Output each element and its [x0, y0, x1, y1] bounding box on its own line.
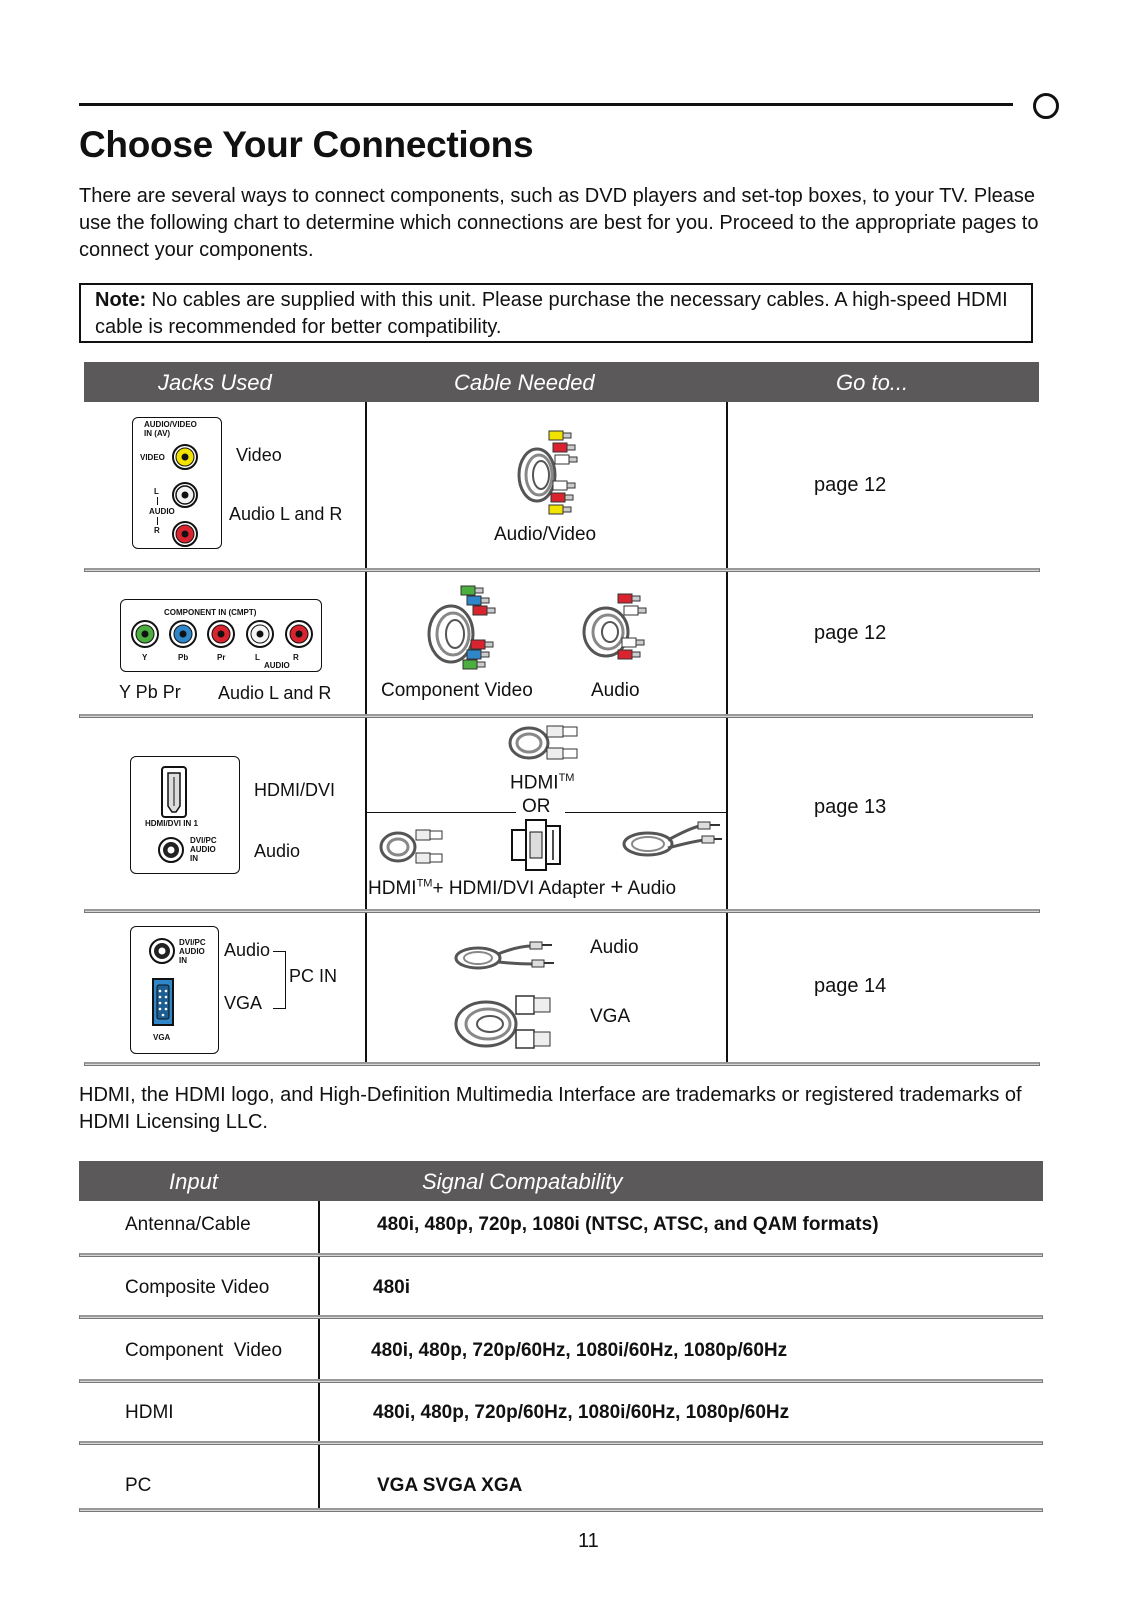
- note-box: [79, 283, 1033, 343]
- row-separator: [84, 1062, 1040, 1066]
- av-l-label: L: [154, 487, 159, 496]
- row4-page[interactable]: page 14: [814, 975, 887, 997]
- row1-cable-label: Audio/Video: [494, 524, 597, 545]
- row-separator: [79, 1441, 1043, 1445]
- pc-vga-label: VGA: [153, 1033, 171, 1042]
- row4-audio-cable-label: Audio: [590, 937, 639, 958]
- header-cable-needed: Cable Needed: [454, 370, 595, 395]
- signal-row-value: 480i: [373, 1277, 410, 1298]
- row1-audio-label: Audio L and R: [229, 504, 343, 524]
- row3-audio-label: Audio: [254, 841, 301, 861]
- hdmi-port-label: HDMI/DVI IN 1: [145, 819, 198, 828]
- av-audio-label: AUDIO: [149, 507, 175, 516]
- note-label: Note:: [95, 289, 147, 311]
- av-cable-icon: [513, 425, 593, 521]
- av-r-label: R: [154, 526, 160, 535]
- row4-pcin-label: PC IN: [289, 966, 338, 986]
- av-panel-title: AUDIO/VIDEO IN (AV): [144, 420, 197, 438]
- header-rule-circle-icon: [1033, 93, 1059, 119]
- signal-row-value: VGA SVGA XGA: [377, 1475, 523, 1496]
- signal-row-value: 480i, 480p, 720p/60Hz, 1080i/60Hz, 1080p/60Hz: [371, 1340, 788, 1361]
- row2-audio-cable-label: Audio: [591, 680, 640, 701]
- av-jack-panel: [132, 417, 222, 549]
- row3-combo-label: HDMI™+ HDMI/DVI Adapter + Audio: [368, 874, 677, 899]
- row-separator: [79, 1508, 1043, 1512]
- component-pr-label: Pr: [217, 653, 226, 662]
- pc-dvipc-audio-label: DVI/PC AUDIO IN: [179, 938, 206, 965]
- row2-page[interactable]: page 12: [814, 622, 887, 644]
- signal-row-input: Composite Video: [125, 1277, 270, 1298]
- or-divider-left: [366, 812, 516, 813]
- vga-cable-icon: [452, 994, 562, 1052]
- pc-audio-jack-icon: [148, 937, 176, 965]
- trademark-sup: TM: [558, 772, 575, 784]
- component-panel-title: COMPONENT IN (CMPT): [164, 608, 257, 617]
- row-separator: [84, 909, 1040, 913]
- header-rule: [79, 103, 1013, 106]
- row1-video-label: Video: [236, 445, 282, 465]
- header-jacks-used: Jacks Used: [158, 370, 272, 395]
- row4-vga-label: VGA: [224, 993, 263, 1013]
- row4-audio-label: Audio: [224, 940, 271, 960]
- av-jacks-icon: [170, 439, 200, 553]
- dvipc-audio-jack-icon: [157, 836, 185, 864]
- row3-hdmi-label: HDMI/DVI: [254, 780, 335, 800]
- header-signal-compat: Signal Compatability: [422, 1169, 623, 1194]
- page-title: Choose Your Connections: [79, 124, 534, 165]
- component-l-label: L: [255, 653, 260, 662]
- signal-row-input: PC: [125, 1475, 152, 1496]
- pc-audio-cable-icon: [452, 936, 560, 976]
- row3-hdmi-cable-label: HDMI™: [510, 772, 575, 794]
- signal-row-value: 480i, 480p, 720p, 1080i (NTSC, ATSC, and QAM formats): [377, 1214, 879, 1235]
- hdmi-dvi-adapter-icon: [508, 818, 566, 872]
- intro-paragraph: There are several ways to connect components, such as DVD players and set-top boxes, to your TV. Please use the following chart to determine which connections are best for you. Proceed to the appropriate pages to connect your components.: [79, 185, 1039, 261]
- or-divider-right: [565, 812, 726, 813]
- hdmi-jack-panel: [130, 756, 240, 874]
- header-input: Input: [169, 1169, 218, 1194]
- row2-component-cable-label: Component Video: [381, 680, 533, 701]
- component-jack-panel: [120, 599, 322, 672]
- row-separator: [79, 714, 1033, 718]
- component-pb-label: Pb: [178, 653, 189, 662]
- pc-in-bracket: [273, 951, 286, 1009]
- row-separator: [79, 1379, 1043, 1383]
- row-separator: [79, 1315, 1043, 1319]
- component-cable-icon: [423, 582, 505, 674]
- signal-column-divider: [318, 1201, 320, 1511]
- page-number: 11: [578, 1530, 599, 1552]
- row1-page[interactable]: page 12: [814, 474, 887, 496]
- trademark-notice: HDMI, the HDMI logo, and High-Definition Multimedia Interface are trademarks or registered trademarks of HDMI Licensing LLC.: [79, 1084, 1022, 1133]
- component-y-label: Y: [142, 653, 148, 662]
- header-go-to: Go to...: [836, 370, 909, 395]
- hdmi-cable-small-icon: [378, 826, 454, 868]
- audio-stereo-cable-icon: [620, 820, 724, 860]
- hdmi-port-icon: [161, 766, 187, 818]
- pc-jack-panel: [130, 926, 219, 1054]
- table-column-divider: [365, 402, 367, 1062]
- signal-row-value: 480i, 480p, 720p/60Hz, 1080i/60Hz, 1080p/60Hz: [373, 1402, 790, 1423]
- or-label: OR: [522, 796, 551, 817]
- signal-header: [79, 1161, 1043, 1201]
- hdmi-cable-icon: [507, 722, 585, 764]
- row2-ypbpr-label: Y Pb Pr: [119, 682, 181, 702]
- connections-header: [84, 362, 1039, 402]
- component-r-label: R: [293, 653, 299, 662]
- row4-vga-cable-label: VGA: [590, 1006, 631, 1027]
- component-audio-label: AUDIO: [264, 661, 290, 670]
- av-video-label: VIDEO: [140, 453, 165, 462]
- component-jacks-icon: [127, 618, 319, 650]
- vga-port-icon: [150, 977, 176, 1027]
- note-text: No cables are supplied with this unit. Please purchase the necessary cables. A high-speed HDMI cable is recommended for better compatibility.: [95, 289, 1008, 338]
- dvipc-audio-label: DVI/PC AUDIO IN: [190, 836, 217, 863]
- audio-rca-cable-icon: [578, 590, 660, 670]
- signal-row-input: HDMI: [125, 1402, 174, 1423]
- table-column-divider: [726, 402, 728, 1062]
- row2-audio-label: Audio L and R: [218, 683, 332, 703]
- row-separator: [84, 568, 1040, 572]
- row3-page[interactable]: page 13: [814, 796, 887, 818]
- signal-row-input: Antenna/Cable: [125, 1214, 251, 1235]
- signal-row-input: Component Video: [125, 1340, 283, 1361]
- row-separator: [79, 1253, 1043, 1257]
